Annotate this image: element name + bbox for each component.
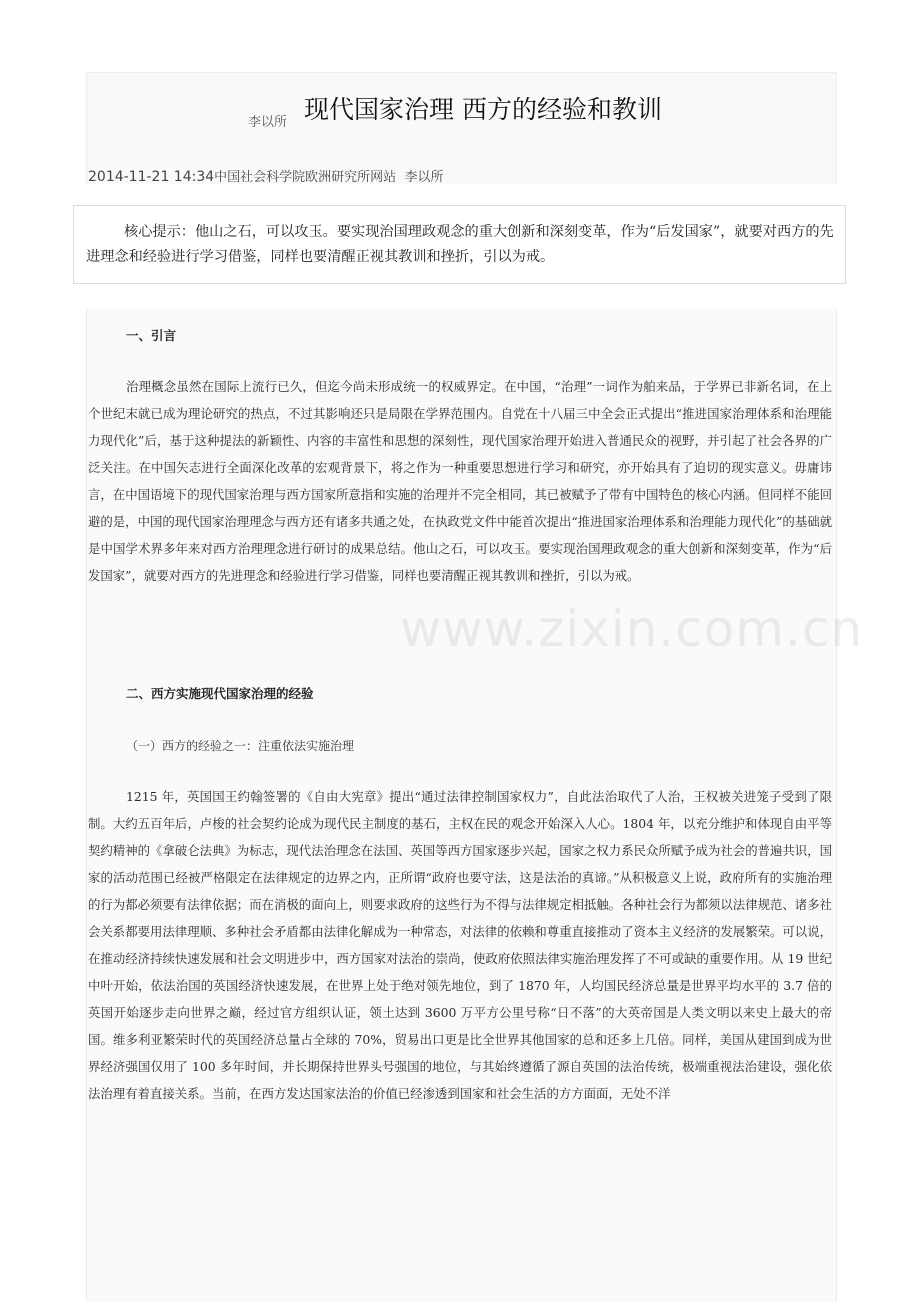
article-title: 现代国家治理 西方的经验和教训 <box>304 95 662 124</box>
article-meta <box>88 166 443 185</box>
summary-box <box>73 205 846 284</box>
paragraph-intro: 治理概念虽然在国际上流行已久，但迄今尚未形成统一的权威界定。在中国，“治理”一词作为舶来品，于学界已非新名词，在上个世纪末就已成为理论研究的热点，不过其影响还只是局限在学界范围内。自党在十八届三中全会正式提出“推进国家治理体系和治理能力现代化”后，基于这种提法的新颖性、内容的丰富性和思想的深刻性，现代国家治理开始进入普通民众的视野，并引起了社会各界的广泛关注。在中国矢志进行全面深化改革的宏观背景下，将之作为一种重要思想进行学习和研究，亦开始具有了迫切的现实意义。毋庸讳言，在中国语境下的现代国家治理与西方国家所意指和实施的治理并不完全相同，其已被赋予了带有中国特色的核心内涵。但同样不能回避的是，中国的现代国家治理理念与西方还有诸多共通之处，在执政党文件中能首次提出“推进国家治理体系和治理能力现代化”的基础就是中国学术界多年来对西方治理理念进行研讨的成果总结。他山之石，可以攻玉。要实现治国理政观念的重大创新和深刻变革，作为“后发国家”，就要对西方的先进理念和经验进行学习借鉴，同样也要清醒正视其教训和挫折，引以为戒。 <box>88 379 832 583</box>
article-source: 中国社会科学院欧洲研究所网站 <box>214 170 397 185</box>
article-byline: 李以所 <box>404 170 444 185</box>
article-date: 2014-11-21 14:34 <box>88 169 215 185</box>
summary-text: 核心提示：他山之石，可以攻玉。要实现治国理政观念的重大创新和深刻变革，作为“后发国家”，就要对西方的先进理念和经验进行学习借鉴，同样也要清醒正视其教训和挫折，引以为戒。 <box>86 224 834 265</box>
section-heading-intro: 一、引言 <box>126 328 177 343</box>
paragraph-rule-of-law: 1215 年，英国国王约翰签署的《自由大宪章》提出“通过法律控制国家权力”，自此法治取代了人治，王权被关进笼子受到了限制。大约五百年后，卢梭的社会契约论成为现代民主制度的基石，主权在民的观念开始深入人心。1804 年，以充分维护和体现自由平等契约精神的《拿破仑法典》为标志，现代法治理念在法国、英国等西方国家逐步兴起，国家之权力系民众所赋予成为社会的普遍共识，国家的活动范围已经被严格限定在法律规定的边界之内，正所谓“政府也要守法，这是法治的真谛。”从积极意义上说，政府所有的实施治理的行为都必须要有法律依据；而在消极的面向上，则要求政府的这些行为不得与法律规定相抵触。各种社会行为都须以法律规范、诸多社会关系都要用法律理顺、多种社会矛盾都由法律化解成为一种常态，对法律的依赖和尊重直接推动了资本主义经济的发展繁荣。可以说，在推动经济持续快速发展和社会文明进步中，西方国家对法治的崇尚，使政府依照法律实施治理发挥了不可或缺的重要作用。从 19 世纪中叶开始，依法治国的英国经济快速发展，在世界上处于绝对领先地位，到了 1870 年，人均国民经济总量是世界平均水平的 3.7 倍的英国开始逐步走向世界之巅，经过官方组织认证，领土达到 3600 万平方公里号称“日不落”的大英帝国是人类文明以来史上最大的帝国。维多利亚繁荣时代的英国经济总量占全球的 70%，贸易出口更是比全世界其他国家的总和还多上几倍。同样，美国从建国到成为世界经济强国仅用了 100 多年时间，并长期保持世界头号强国的地位，与其始终遵循了源自英国的法治传统，极端重视法治建设，强化依法治理有着直接关系。当前，在西方发达国家法治的价值已经渗透到国家和社会生活的方方面面，无处不洋 <box>88 789 832 1101</box>
watermark: www.zixin.com.cn <box>400 600 864 658</box>
header-author: 李以所 <box>248 115 288 130</box>
section-heading-experience: 二、西方实施现代国家治理的经验 <box>126 686 314 701</box>
subsection-heading-rule-of-law: （一）西方的经验之一：注重依法实施治理 <box>126 739 355 753</box>
